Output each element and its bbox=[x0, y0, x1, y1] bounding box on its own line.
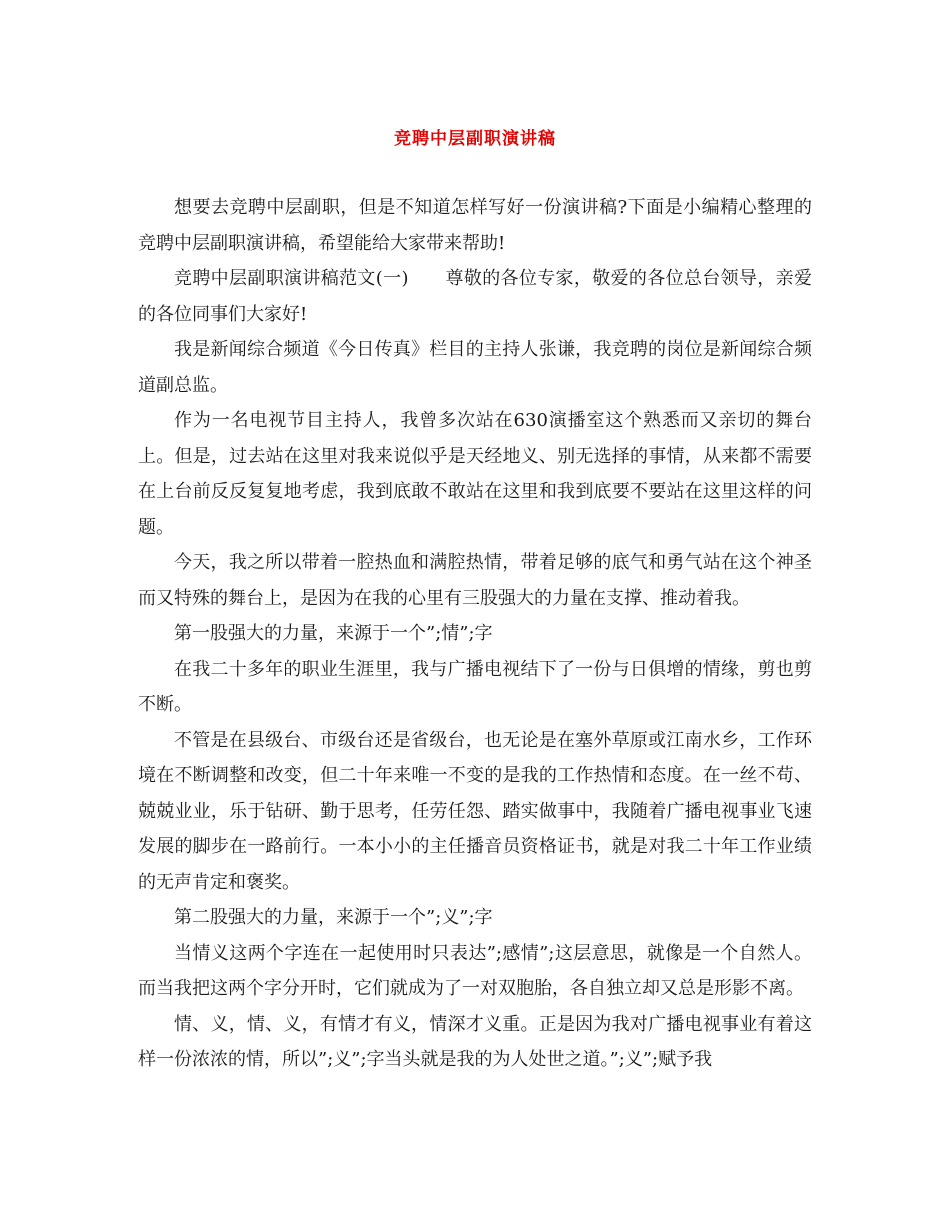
paragraph: 竞聘中层副职演讲稿范文(一) 尊敬的各位专家，敬爱的各位总台领导，亲爱的各位同事们大家好! bbox=[138, 268, 812, 325]
paragraph: 情、义，情、义，有情才有义，情深才义重。正是因为我对广播电视事业有着这样一份浓浓的情，所以”;义”;字当头就是我的为人处世之道。”;义”;赋予我 bbox=[138, 1013, 812, 1070]
paragraph: 在我二十多年的职业生涯里，我与广播电视结下了一份与日俱增的情缘，剪也剪不断。 bbox=[138, 658, 812, 715]
paragraph: 当情义这两个字连在一起使用时只表达”;感情”;这层意思，就像是一个自然人。而当我把这两个字分开时，它们就成为了一对双胞胎，各自独立却又总是形影不离。 bbox=[138, 942, 812, 999]
document-body bbox=[138, 190, 812, 1078]
paragraph: 作为一名电视节目主持人，我曾多次站在630演播室这个熟悉而又亲切的舞台上。但是，过去站在这里对我来说似乎是天经地义、别无选择的事情，从来都不需要在上台前反反复复地考虑，我到底敢不敢站在这里和我到底要不要站在这里这样的问题。 bbox=[138, 410, 812, 538]
paragraph: 不管是在县级台、市级台还是省级台，也无论是在塞外草原或江南水乡，工作环境在不断调整和改变，但二十年来唯一不变的是我的工作热情和态度。在一丝不苟、兢兢业业，乐于钻研、勤于思考，任劳任怨、踏实做事中，我随着广播电视事业飞速发展的脚步在一路前行。一本小小的主任播音员资格证书，就是对我二十年工作业绩的无声肯定和褒奖。 bbox=[138, 729, 812, 893]
section-heading: 第二股强大的力量，来源于一个”;义”;字 bbox=[174, 907, 493, 928]
section-heading: 第一股强大的力量，来源于一个”;情”;字 bbox=[174, 623, 493, 644]
paragraph: 想要去竞聘中层副职，但是不知道怎样写好一份演讲稿?下面是小编精心整理的竞聘中层副职演讲稿，希望能给大家带来帮助! bbox=[138, 197, 812, 254]
paragraph: 今天，我之所以带着一腔热血和满腔热情，带着足够的底气和勇气站在这个神圣而又特殊的舞台上，是因为在我的心里有三股强大的力量在支撑、推动着我。 bbox=[138, 552, 812, 609]
paragraph: 我是新闻综合频道《今日传真》栏目的主持人张谦，我竞聘的岗位是新闻综合频道副总监。 bbox=[138, 339, 812, 396]
document-title: 竞聘中层副职演讲稿 bbox=[394, 129, 556, 149]
